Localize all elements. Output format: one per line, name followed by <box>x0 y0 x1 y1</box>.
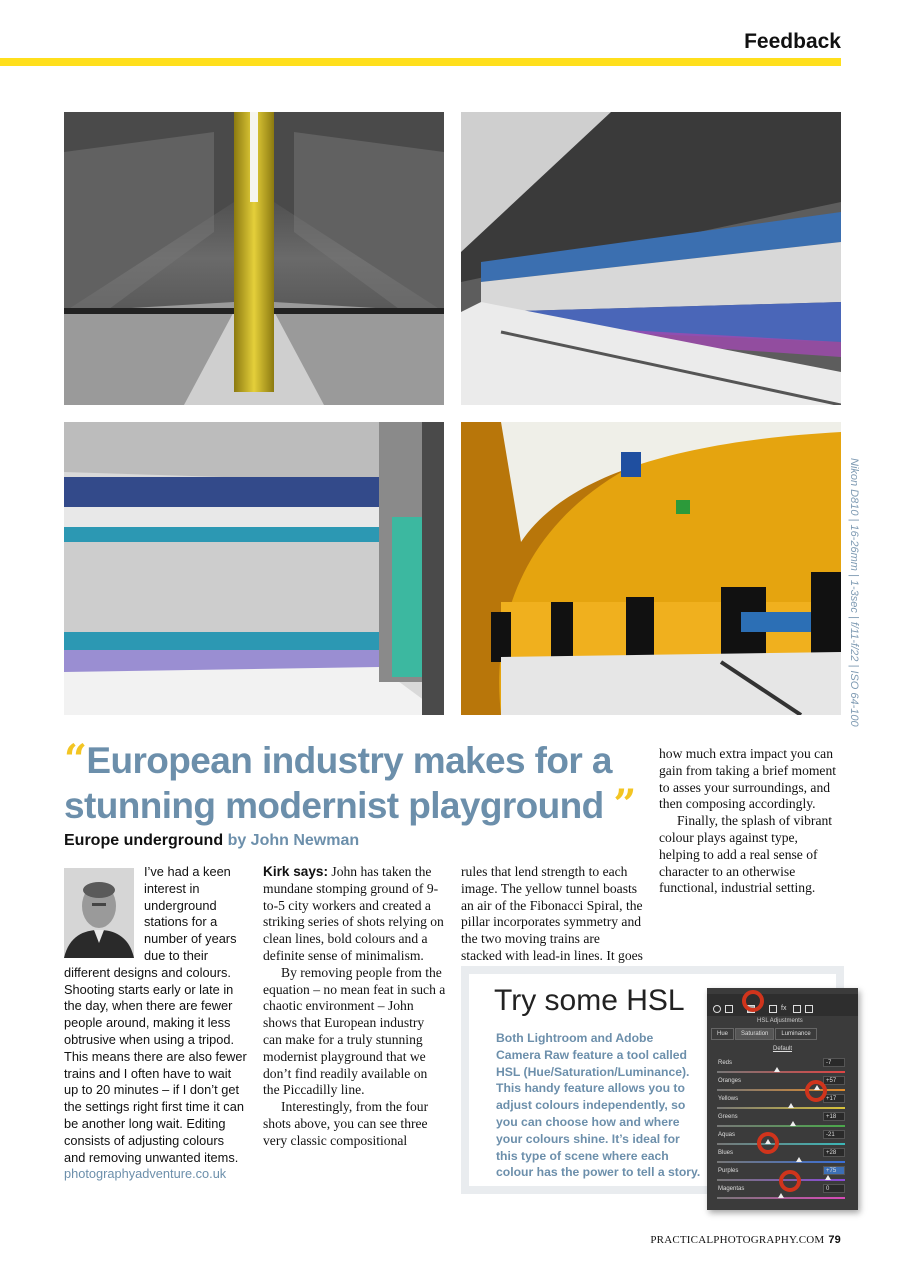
slider-label: Oranges <box>718 1078 742 1084</box>
camera-icon <box>793 1005 801 1013</box>
kirk-says-label: Kirk says: <box>263 864 328 879</box>
aperture-icon <box>713 1005 721 1013</box>
paragraph-4: Finally, the splash of vibrant colour plays against type, helping to add a real sense of character to an otherwise functional, industrial setting. <box>659 813 833 896</box>
headline-text: European industry makes for a stunning modernist playground <box>64 740 612 826</box>
slider-label: Yellows <box>718 1096 739 1102</box>
photo-yellow-pillar-station <box>64 112 444 405</box>
page-number: 79 <box>828 1234 841 1246</box>
slider-row-greens <box>717 1112 845 1132</box>
grid-icon <box>725 1005 733 1013</box>
paragraph-2: By removing people from the equation – no mean feat in such a chaotic environment – John shows that European industry can make for a truly stunning modernist playground that we don’t find readily available on the Piccadilly line. <box>263 964 446 1098</box>
slider-value-field[interactable]: +75 <box>823 1166 845 1175</box>
article-column-3 <box>461 864 644 982</box>
photo-blue-train-motion-blur <box>461 112 841 405</box>
headline <box>64 738 644 828</box>
hsl-panel-screenshot <box>707 988 858 1210</box>
tip-title: Try some HSL <box>494 984 685 1017</box>
paragraph-3-part-b: rules that lend strength to each image. The yellow tunnel boasts an air of the Fibonacci Spiral, the pillar incorporates symmetry and the two moving trains are stacked with lead-in lines. It goes <box>461 864 643 963</box>
slider-value-field[interactable]: +57 <box>823 1076 845 1085</box>
slider-label: Reds <box>718 1060 733 1066</box>
paragraph-3-part-c: how much extra impact you can gain from taking a brief moment to asses your surroundings, and then composing accordingly. <box>659 746 837 812</box>
slider-thumb[interactable] <box>796 1157 802 1162</box>
open-quote-mark: “ <box>64 736 87 783</box>
slider-thumb[interactable] <box>788 1103 794 1108</box>
slider-track[interactable] <box>717 1143 845 1145</box>
close-quote-mark: ” <box>613 781 636 828</box>
presets-icon <box>805 1005 813 1013</box>
section-label: Feedback <box>744 30 841 53</box>
panel-title: HSL Adjustments <box>757 1018 803 1024</box>
slider-row-yellows <box>717 1094 845 1114</box>
camera-info <box>845 458 863 727</box>
slider-value-field[interactable]: -21 <box>823 1130 845 1139</box>
split-icon <box>769 1005 777 1013</box>
slider-value-field[interactable]: +17 <box>823 1094 845 1103</box>
paragraph-1: John has taken the mundane stomping ground of 9-to-5 city workers and created a striking series of shots relying on clean lines, bold colours and a definite sense of minimalism. <box>263 864 444 963</box>
photo-teal-train-platform <box>64 422 444 715</box>
header-rule <box>0 58 841 66</box>
slider-thumb[interactable] <box>774 1067 780 1072</box>
slider-track[interactable] <box>717 1125 845 1127</box>
paragraph-3-part-a: Interestingly, from the four shots above, you can see three very classic compositional <box>263 1099 429 1148</box>
intro-text: I’ve had a keen interest in underground stations for a number of years due to their different designs and colours. Shooting starts early or late in the day, when there are fewer people around, making it less obtrusive when using a tripod. This means there are also fewer trains and I often have to wait up to 20 minutes – if I don’t get the settings right first time it can be another long wait. Editing consists of adjusting colours and removing unwanted items. <box>64 864 247 1165</box>
tip-body: Both Lightroom and Adobe Camera Raw feature a tool called HSL (Hue/Saturation/Luminance). This handy feature allows you to adjust colours independently, so you can choose how and where your colours shine. It’s ideal for this type of scene where each colour has the power to tell a story. <box>496 1031 701 1180</box>
slider-label: Aquas <box>718 1132 736 1138</box>
slider-value-field[interactable]: +18 <box>823 1112 845 1121</box>
footer-site: PRACTICALPHOTOGRAPHY.COM <box>650 1234 825 1246</box>
slider-thumb[interactable] <box>778 1193 784 1198</box>
tab-hue[interactable]: Hue <box>711 1028 734 1040</box>
slider-value-field[interactable]: +28 <box>823 1148 845 1157</box>
byline <box>64 832 359 850</box>
slider-label: Blues <box>718 1150 734 1156</box>
slider-track[interactable] <box>717 1161 845 1163</box>
article-column-2 <box>263 864 446 1150</box>
highlight-ring <box>742 990 764 1012</box>
slider-label: Purples <box>718 1168 739 1174</box>
slider-value-field[interactable]: -7 <box>823 1058 845 1067</box>
slider-thumb[interactable] <box>825 1175 831 1180</box>
default-link[interactable]: Default <box>772 1046 792 1052</box>
slider-track[interactable] <box>717 1071 845 1073</box>
photo-orange-tunnel-station <box>461 422 841 715</box>
intro-text-block <box>64 864 247 1183</box>
camera-info-text: Nikon D810 | 16-26mm | 1-3sec | f/11-f/22 | ISO 64-100 <box>848 458 860 727</box>
article-column-4 <box>659 746 841 897</box>
slider-label: Greens <box>718 1114 738 1120</box>
slider-label: Magentas <box>718 1186 745 1192</box>
panel-toolbar <box>707 994 858 1016</box>
fx-icon: fx <box>781 1005 787 1012</box>
page-footer <box>650 1234 841 1246</box>
tab-saturation[interactable]: Saturation <box>735 1028 774 1040</box>
byline-author: by John Newman <box>227 832 360 849</box>
slider-value-field[interactable]: 0 <box>823 1184 845 1193</box>
highlight-ring <box>779 1170 801 1192</box>
slider-row-aquas <box>717 1130 845 1150</box>
highlight-ring <box>805 1080 827 1102</box>
slider-thumb[interactable] <box>790 1121 796 1126</box>
tab-luminance[interactable]: Luminance <box>775 1028 816 1040</box>
byline-title: Europe underground <box>64 832 224 849</box>
slider-track[interactable] <box>717 1107 845 1109</box>
slider-row-reds <box>717 1058 845 1078</box>
panel-subheader <box>707 1016 858 1028</box>
website-link[interactable]: photographyadventure.co.uk <box>64 1166 227 1182</box>
slider-row-blues <box>717 1148 845 1168</box>
panel-tabs <box>711 1028 818 1040</box>
highlight-ring <box>757 1132 779 1154</box>
